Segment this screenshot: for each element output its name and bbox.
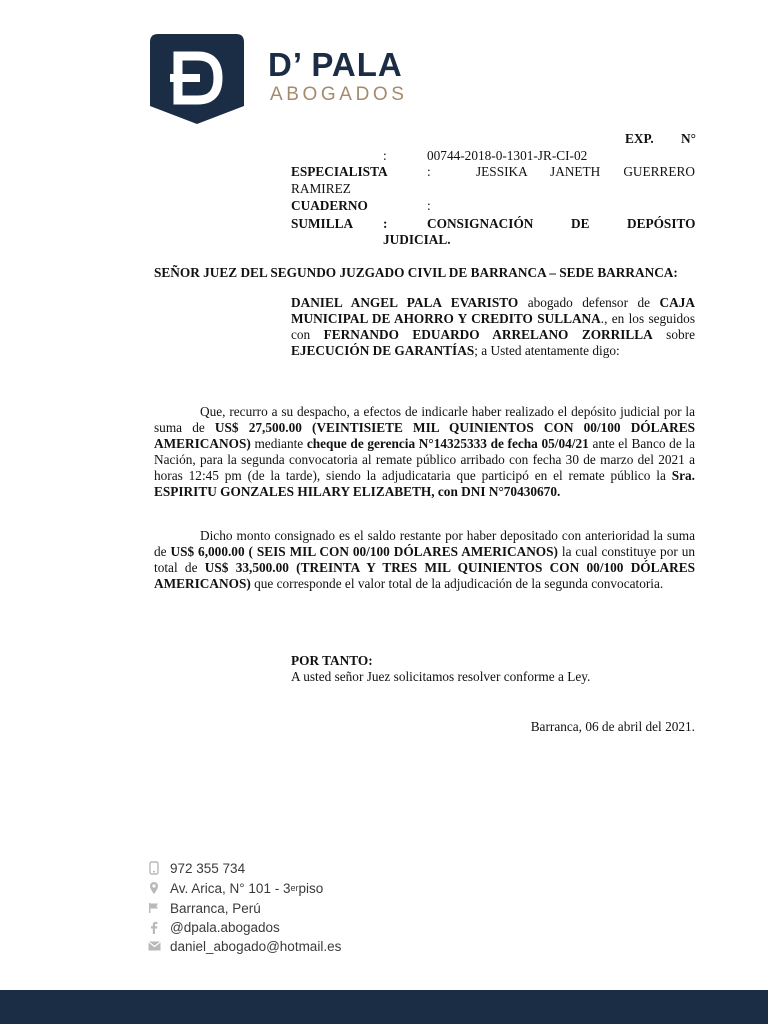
especialista-label: ESPECIALISTA — [291, 164, 388, 179]
especialista-colon: : — [427, 164, 431, 179]
prior-amount: US$ 6,000.00 ( SEIS MIL CON 00/100 DÓLARES AMERICANOS) — [170, 544, 558, 559]
adjudicataria: Sra. ESPIRITU GONZALES HILARY ELIZABETH, con DNI N°70430670. — [154, 468, 695, 499]
especialista-value: JESSIKA JANETH GUERRERO — [476, 164, 695, 179]
por-tanto-heading: POR TANTO: — [291, 653, 373, 668]
contact-facebook: @dpala.abogados — [146, 919, 280, 935]
addressee: SEÑOR JUEZ DEL SEGUNDO JUZGADO CIVIL DE BARRANCA – SEDE BARRANCA: — [154, 265, 678, 280]
flag-icon — [146, 900, 162, 916]
matter: EJECUCIÓN DE GARANTÍAS — [291, 343, 475, 358]
petition-text: A usted señor Juez solicitamos resolver conforme a Ley. — [291, 669, 591, 684]
sumilla-label: SUMILLA — [291, 216, 354, 231]
contact-phone: 972 355 734 — [146, 860, 245, 876]
dpala-logo-icon — [150, 34, 244, 124]
especialista-value-cont: RAMIREZ — [291, 181, 351, 196]
footer-bar — [0, 990, 768, 1024]
sumilla-word-1: CONSIGNACIÓN — [427, 216, 534, 231]
exp-label: EXP. — [625, 131, 654, 146]
location-pin-icon — [146, 880, 162, 896]
contact-city: Barranca, Perú — [146, 900, 261, 916]
brand-subtitle: ABOGADOS — [270, 84, 408, 105]
total-amount: US$ 33,500.00 (TREINTA Y TRES MIL QUINIENTOS CON 00/100 DÓLARES AMERICANOS) — [154, 560, 695, 591]
deposit-amount: US$ 27,500.00 (VEINTISIETE MIL QUINIENTOS CON 00/100 DÓLARES AMERICANOS) — [154, 420, 695, 451]
sumilla-value-cont: JUDICIAL. — [383, 232, 451, 247]
facebook-icon — [146, 919, 162, 935]
exp-colon: : — [383, 148, 387, 163]
mail-icon — [146, 938, 162, 954]
brand-name: D’ PALA — [268, 46, 403, 83]
deposit-paragraph: Que, recurro a su despacho, a efectos de indicarle haber realizado el depósito judicial por la suma de US$ 27,500.00 (VEINTISIETE MIL QUINIENTOS CON 00/100 DÓLARES AMERICANOS) mediante cheque de gerencia N°14325333 de fecha 05/04/21 ante el Banco de la Nación, para la segunda convocatoria al remate público arribado con fecha 30 de marzo del 2021 a horas 12:45 pm (de la tarde), siendo la adjudicataria que participó en el remate público la Sra. ESPIRITU GONZALES HILARY ELIZABETH, con DNI N°70430670. — [154, 404, 695, 499]
contact-address: Av. Arica, N° 101 - 3 er piso — [146, 880, 323, 896]
balance-paragraph: Dicho monto consignado es el saldo restante por haber depositado con anterioridad la suma de US$ 6,000.00 ( SEIS MIL CON 00/100 DÓLARES AMERICANOS) la cual constituye por un total de US$ 33,500.00 (TREINTA Y TRES MIL QUINIENTOS CON 00/100 DÓLARES AMERICANOS) que corresponde el valor total de la adjudicación de la segunda convocatoria. — [154, 528, 695, 591]
exp-value: 00744-2018-0-1301-JR-CI-02 — [427, 148, 588, 163]
defendant-name: FERNANDO EDUARDO ARRELANO ZORRILLA — [323, 327, 653, 342]
sumilla-word-3: DEPÓSITO — [627, 216, 696, 231]
sumilla-colon: : — [383, 216, 388, 231]
sumilla-word-2: DE — [571, 216, 590, 231]
intro-paragraph: DANIEL ANGEL PALA EVARISTO abogado defensor de CAJA MUNICIPAL DE AHORRO Y CREDITO SULLANA., en los seguidos con FERNANDO EDUARDO ARRELANO ZORRILLA sobre EJECUCIÓN DE GARANTÍAS; a Usted atentamente digo: — [291, 295, 695, 358]
phone-icon — [146, 860, 162, 876]
exp-number-label: N° — [681, 131, 696, 146]
date-line: Barranca, 06 de abril del 2021. — [530, 719, 695, 734]
cheque-info: cheque de gerencia N°14325333 de fecha 05/04/21 — [306, 436, 589, 451]
contact-email: daniel_abogado@hotmail.es — [146, 938, 341, 954]
cuaderno-label: CUADERNO — [291, 198, 368, 213]
cuaderno-colon: : — [427, 198, 431, 213]
lawyer-name: DANIEL ANGEL PALA EVARISTO — [291, 295, 519, 310]
client-name: CAJA MUNICIPAL DE AHORRO Y CREDITO SULLANA — [291, 295, 695, 326]
